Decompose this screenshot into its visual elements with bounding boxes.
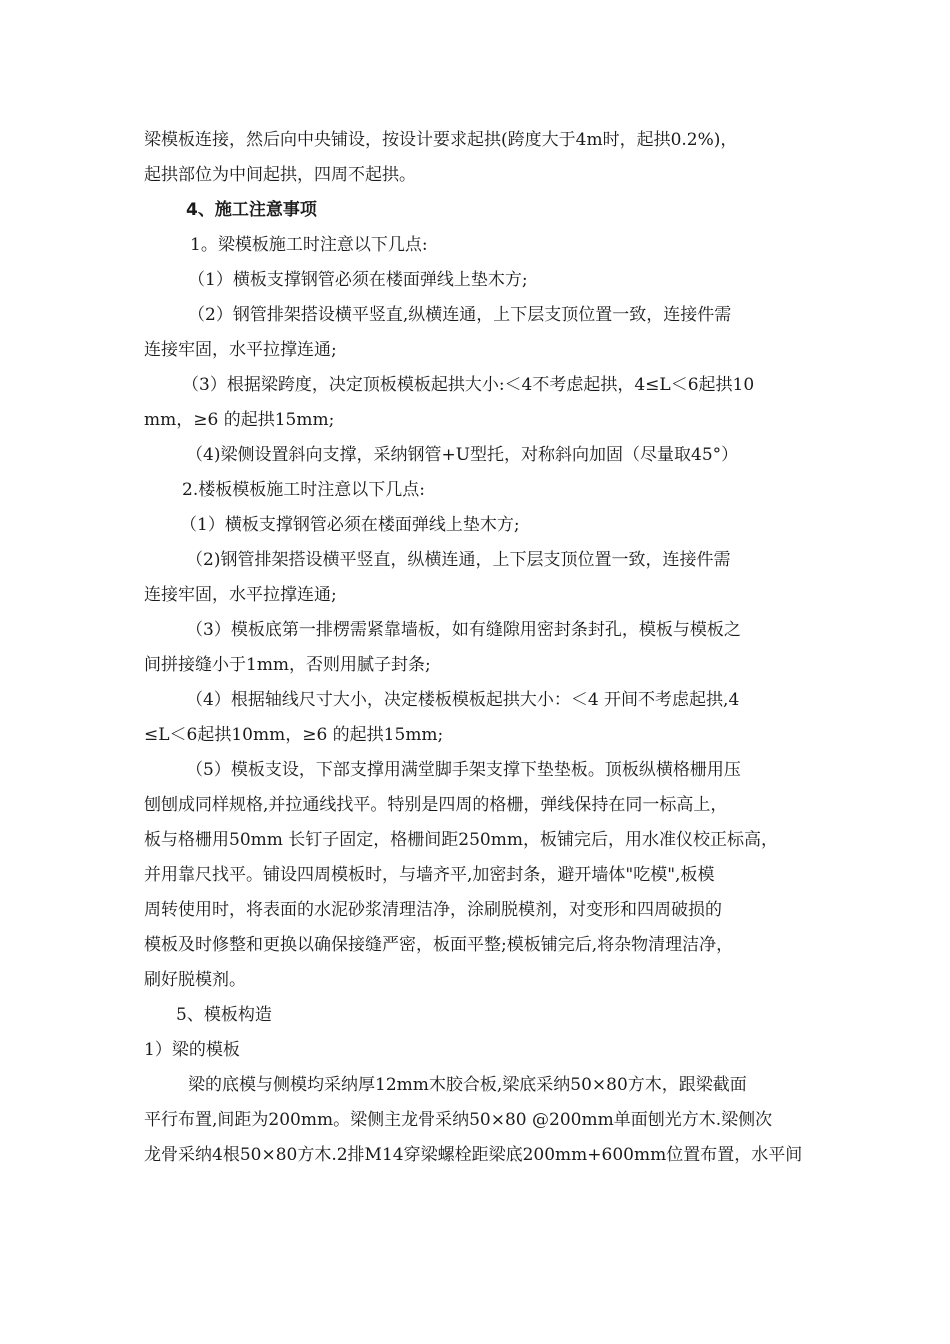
text-line: 模板及时修整和更换以确保接缝严密，板面平整;模板铺完后,将杂物清理洁净， bbox=[144, 935, 734, 955]
section-heading: 5、模板构造 bbox=[176, 1005, 272, 1025]
section-heading: 4、施工注意事项 bbox=[186, 200, 317, 220]
text-line: （2)钢管排架搭设横平竖直，纵横连通，上下层支顶位置一致，连接件需 bbox=[186, 550, 731, 570]
text-line: 2.楼板模板施工时注意以下几点: bbox=[182, 480, 425, 500]
text-line: 梁的底模与侧模均采纳厚12mm木胶合板,梁底采纳50×80方木，跟梁截面 bbox=[188, 1075, 747, 1095]
text-line: 1。梁模板施工时注意以下几点: bbox=[190, 235, 428, 255]
text-line: 周转使用时，将表面的水泥砂浆清理洁净，涂刷脱模剂，对变形和四周破损的 bbox=[144, 900, 722, 920]
text-line: mm，≥6 的起拱15mm; bbox=[144, 410, 335, 430]
text-line: 平行布置,间距为200mm。梁侧主龙骨采纳50×80 @200mm单面刨光方木.梁侧次 bbox=[144, 1110, 773, 1130]
text-line: （4)梁侧设置斜向支撑，采纳钢管+U型托，对称斜向加固（尽量取45°） bbox=[186, 445, 739, 465]
text-line: 连接牢固，水平拉撑连通; bbox=[144, 340, 337, 360]
text-line: （2）钢管排架搭设横平竖直,纵横连通，上下层支顶位置一致，连接件需 bbox=[188, 305, 732, 325]
text-line: 板与格栅用50mm 长钉子固定，格栅间距250mm，板铺完后，用水准仪校正标高， bbox=[144, 830, 778, 850]
text-line: （1）横板支撑钢管必须在楼面弹线上垫木方; bbox=[180, 515, 520, 535]
text-line: 刨刨成同样规格,并拉通线找平。特别是四周的格栅，弹线保持在同一标高上， bbox=[144, 795, 728, 815]
text-line: 刷好脱模剂。 bbox=[144, 970, 246, 990]
text-line: 梁模板连接，然后向中央铺设，按设计要求起拱(跨度大于4m时，起拱0.2%)， bbox=[144, 130, 738, 150]
text-line: 起拱部位为中间起拱，四周不起拱。 bbox=[144, 165, 416, 185]
text-line: 连接牢固，水平拉撑连通; bbox=[144, 585, 337, 605]
text-line: （1）横板支撑钢管必须在楼面弹线上垫木方; bbox=[188, 270, 528, 290]
text-line: 间拼接缝小于1mm，否则用腻子封条; bbox=[144, 655, 431, 675]
text-line: ≤L＜6起拱10mm，≥6 的起拱15mm; bbox=[144, 725, 444, 745]
text-line: 龙骨采纳4根50×80方木.2排M14穿梁螺栓距梁底200mm+600mm位置布置，水平间 bbox=[144, 1145, 803, 1165]
text-line: （3）根据梁跨度，决定顶板模板起拱大小:＜4不考虑起拱，4≤L＜6起拱10 bbox=[182, 375, 755, 395]
text-line: 并用靠尺找平。铺设四周模板时，与墙齐平,加密封条，避开墙体"吃模",板模 bbox=[144, 865, 715, 885]
text-line: （4）根据轴线尺寸大小，决定楼板模板起拱大小：＜4 开间不考虑起拱,4 bbox=[186, 690, 740, 710]
text-line: （5）模板支设，下部支撑用满堂脚手架支撑下垫垫板。顶板纵横格栅用压 bbox=[186, 760, 741, 780]
text-line: （3）模板底第一排楞需紧靠墙板，如有缝隙用密封条封孔，模板与模板之 bbox=[186, 620, 741, 640]
subsection-heading: 1）梁的模板 bbox=[144, 1040, 240, 1060]
